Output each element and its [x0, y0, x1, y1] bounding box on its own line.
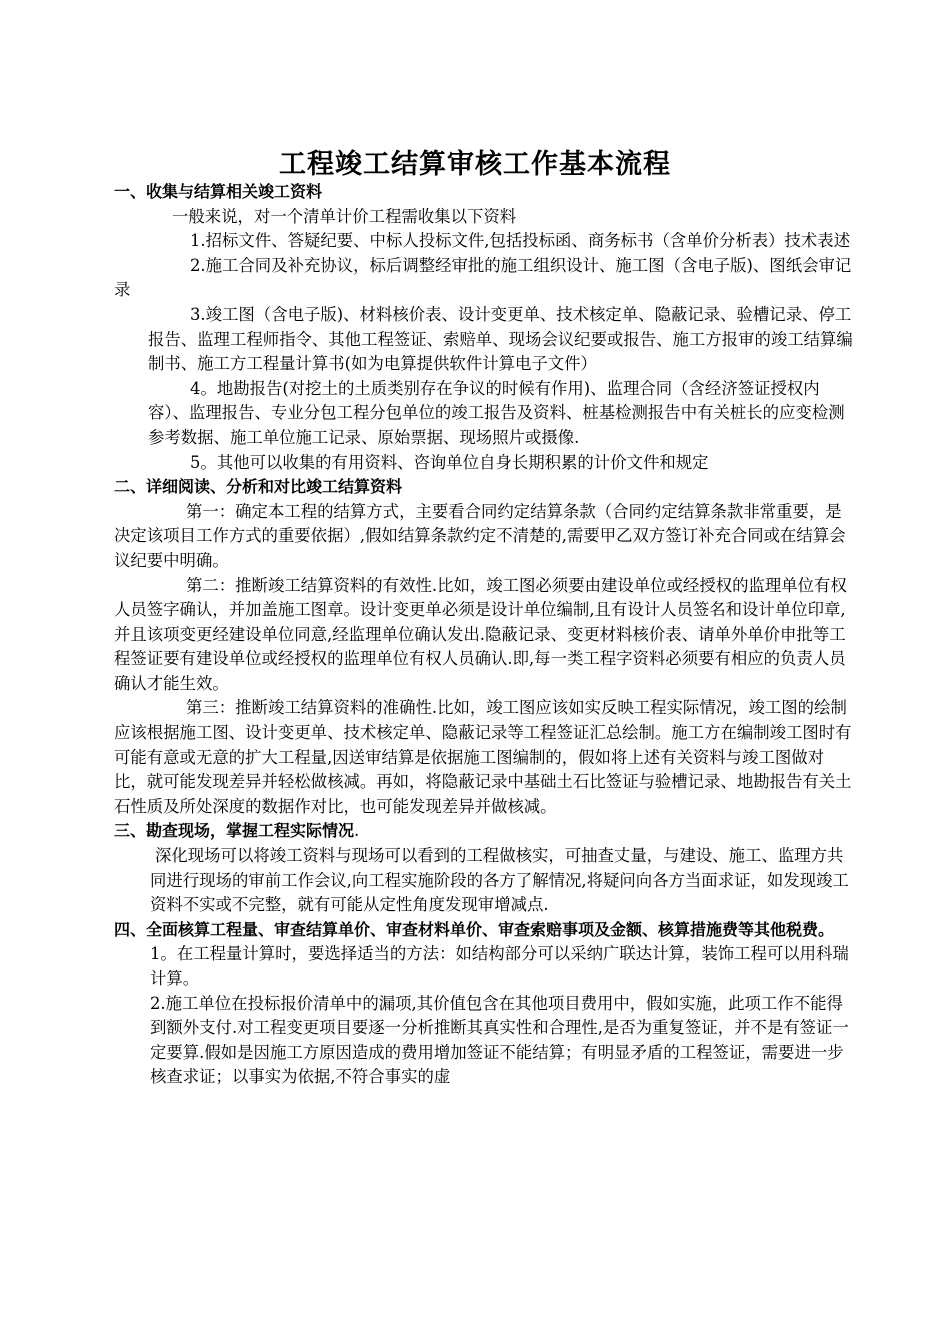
section-heading-4: 四、全面核算工程量、审查结算单价、审查材料单价、审查索赔事项及金额、核算措施费等其他税费。: [114, 919, 835, 939]
paragraph: 一般来说，对一个清单计价工程需收集以下资料: [172, 206, 517, 226]
list-item: 4。地勘报告(对挖土的土质类别存在争议的时候有作用)、监理合同（含经济签证授权内容）、监理报告、专业分包工程分包单位的竣工报告及资料、桩基检测报告中有关桩长的应变检测参考数据、施工单位施工记录、原始票据、现场照片或摄像.: [148, 378, 845, 447]
list-item: 3.竣工图（含电子版)、材料核价表、设计变更单、技术核定单、隐蔽记录、验槽记录、停工报告、监理工程师指令、其他工程签证、索赔单、现场会议纪要或报告、施工方报审的竣工结算编制书、施工方工程量计算书(如为电算提供软件计算电子文件）: [148, 304, 853, 374]
paragraph: 深化现场可以将竣工资料与现场可以看到的工程做核实，可抽查丈量，与建设、施工、监理方共同进行现场的审前工作会议,向工程实施阶段的各方了解情况,将疑问向各方当面求证，如发现竣工资料不实或不完整，就有可能从定性角度发现审增减点.: [150, 846, 849, 915]
list-item: 2.施工单位在投标报价清单中的漏项,其价值包含在其他项目费用中，假如实施，此项工作不能得到额外支付.对工程变更项目要逐一分析推断其真实性和合理性,是否为重复签证，并不是有签证一定要算.假如是因施工方原因造成的费用增加签证不能结算；有明显矛盾的工程签证，需要进一步核查求证；以事实为依据,不符合事实的虚: [150, 993, 849, 1087]
section-heading-3-tail: .: [354, 821, 360, 841]
list-item: 1。在工程量计算时，要选择适当的方法：如结构部分可以采纳广联达计算，装饰工程可以用科瑞计算。: [150, 944, 849, 988]
section-heading-3-text: 三、勘查现场，掌握工程实际情况: [114, 821, 355, 841]
section-heading-2: 二、详细阅读、分析和对比竣工结算资料: [114, 477, 403, 497]
paragraph: 第一：确定本工程的结算方式，主要看合同约定结算条款（合同约定结算条款非常重要，是决定该项目工作方式的重要依据）,假如结算条款约定不清楚的,需要甲乙双方签订补充合同或在结算会议纪要中明确。: [114, 501, 846, 570]
list-item: 2.施工合同及补充协议，标后调整经审批的施工组织设计、施工图（含电子版)、图纸会审记录: [114, 255, 852, 300]
document-title: 工程竣工结算审核工作基本流程: [279, 149, 671, 180]
paragraph: 第二：推断竣工结算资料的有效性.比如，竣工图必须要由建设单位或经授权的监理单位有权人员签字确认，并加盖施工图章。设计变更单必须是设计单位编制,且有设计人员签名和设计单位印章,并且该项变更经建设单位同意,经监理单位确认发出.隐蔽记录、变更材料核价表、请单外单价申批等工程签证要有建设单位或经授权的监理单位有权人员确认.即,每一类工程字资料必须要有相应的负责人员确认才能生效。: [114, 575, 847, 693]
document-body: [114, 180, 854, 1090]
section-heading-3: [114, 819, 854, 844]
section-heading-1: 一、收集与结算相关竣工资料: [114, 182, 323, 201]
list-item: 5。其他可以收集的有用资料、咨询单位自身长期积累的计价文件和规定: [190, 452, 709, 472]
list-item: 1.招标文件、答疑纪要、中标人投标文件,包括投标函、商务标书（含单价分析表）技术表述: [190, 231, 851, 251]
paragraph: 第三：推断竣工结算资料的准确性.比如，竣工图应该如实反映工程实际情况，竣工图的绘制应该根据施工图、设计变更单、技术核定单、隐蔽记录等工程签证汇总绘制。施工方在编制竣工图时有可能有意或无意的扩大工程量,因送审结算是依据施工图编制的，假如将上述有关资料与竣工图做对比，就可能发现差异并轻松做核减。再如，将隐蔽记录中基础土石比签证与验槽记录、地勘报告有关土石性质及所处深度的数据作对比，也可能发现差异并做核减。: [114, 698, 852, 816]
